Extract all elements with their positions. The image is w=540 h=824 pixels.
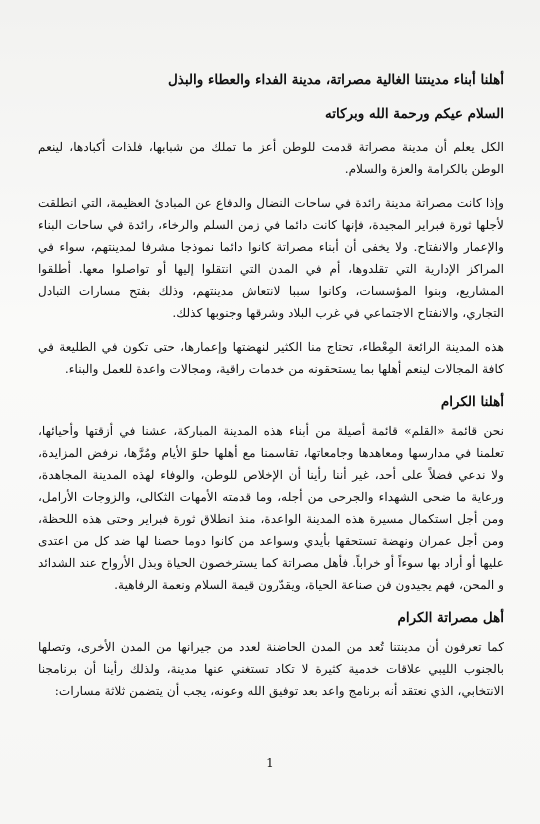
intro-paragraph-2: وإذا كانت مصراتة مدينة رائدة في ساحات النضال والدفاع عن المبادئ العظيمة، التي انطلقت لأجلها ثورة فبراير المجيدة، فإنها كانت دائما في زمن السلم والرخاء، رائدة في ساحات البناء والإعمار والانفتاح. ولا يخفى أن أبناء مصراتة كانوا دائما نموذجا مشرفا لمدينتهم، سواء في المراكز الإدارية التي تقلدوها، أم في المدن التي انتقلوا إليها أو تواصلوا معها. أطلقوا المشاريع، وبنوا المؤسسات، وكانوا سببا لانتعاش مدينتهم، وذلك بفتح مسارات التبادل التجاري، والانفتاح الاجتماعي في غرب البلاد وشرقها وجنوبها كذلك. [38,196,504,320]
section-1-paragraph: نحن قائمة «القلم» قائمة أصيلة من أبناء هذه المدينة المباركة، عشنا في أزقتها وأحيائها، تعلمنا في مدارسها ومعاهدها وجامعاتها، تقاسمنا مع أهلها حلوَ الأيام ومُرَّها، نرفض المزايدة، ولا ندعي فضلاً على أحد، غير أننا رأينا أن الإخلاص للوطن، والوفاء لهذه المدينة المجاهدة، ورعاية ما ضحى الشهداء والجرحى من أجله، وما قدمته الأمهات الثكالى، والزوجات الأرامل، ومن أجل استكمال مسيرة هذه المدينة الواعدة، منذ انطلاق ثورة فبراير وحتى هذه اللحظة، ومن أجل عمران ونهضة تستحقها بأيدي وسواعد من كانوا دوما حصنا لها ضد كل من اعتدى عليها أو أراد بها سوءاً أو خراباً. فأهل مصراتة كما يسترخصون الحياة وبذل الأرواح عند الشدائد و المحن، فهم يجيدون فن صناعة الحياة، ويقدّرون قيمة السلام ونعمة الرفاهية. [38,424,504,592]
document-heading: أهلنا أبناء مدينتنا الغالية مصراتة، مدينة الفداء والعطاء والبذل [167,72,504,88]
section-heading-dear-people: أهلنا الكرام [440,394,504,410]
intro-paragraph-1: الكل يعلم أن مدينة مصراتة قدمت للوطن أعز ما تملك من شبابها، فلذات أكبادها، لينعم الوطن بالكرامة والعزة والسلام. [38,140,504,176]
intro-paragraph-3: هذه المدينة الرائعة المِعْطاء، تحتاج منا الكثير لنهضتها وإعمارها، حتى تكون في الطليعة في كافة المجالات لينعم أهلها بما يستحقونه من خدمات راقية، ومجالات واعدة للعمل والبناء. [38,340,504,376]
page-number: 1 [266,756,274,770]
greeting-line: السلام عيكم ورحمة الله وبركاته [325,106,504,122]
section-heading-misrata-people: أهل مصراتة الكرام [397,610,504,626]
section-2-paragraph: كما تعرفون أن مدينتنا تُعد من المدن الحاضنة لعدد من جيرانها من المدن الأخرى، وتصلها بالجنوب الليبي علاقات خدمية كثيرة لا تكاد تستغني عنها مدينة، ولذلك رأينا أن برنامجنا الانتخابي، الذي نعتقد أنه برنامج واعد بعد توفيق الله وعونه، يجب أن يتضمن ثلاثة مسارات: [38,640,504,698]
